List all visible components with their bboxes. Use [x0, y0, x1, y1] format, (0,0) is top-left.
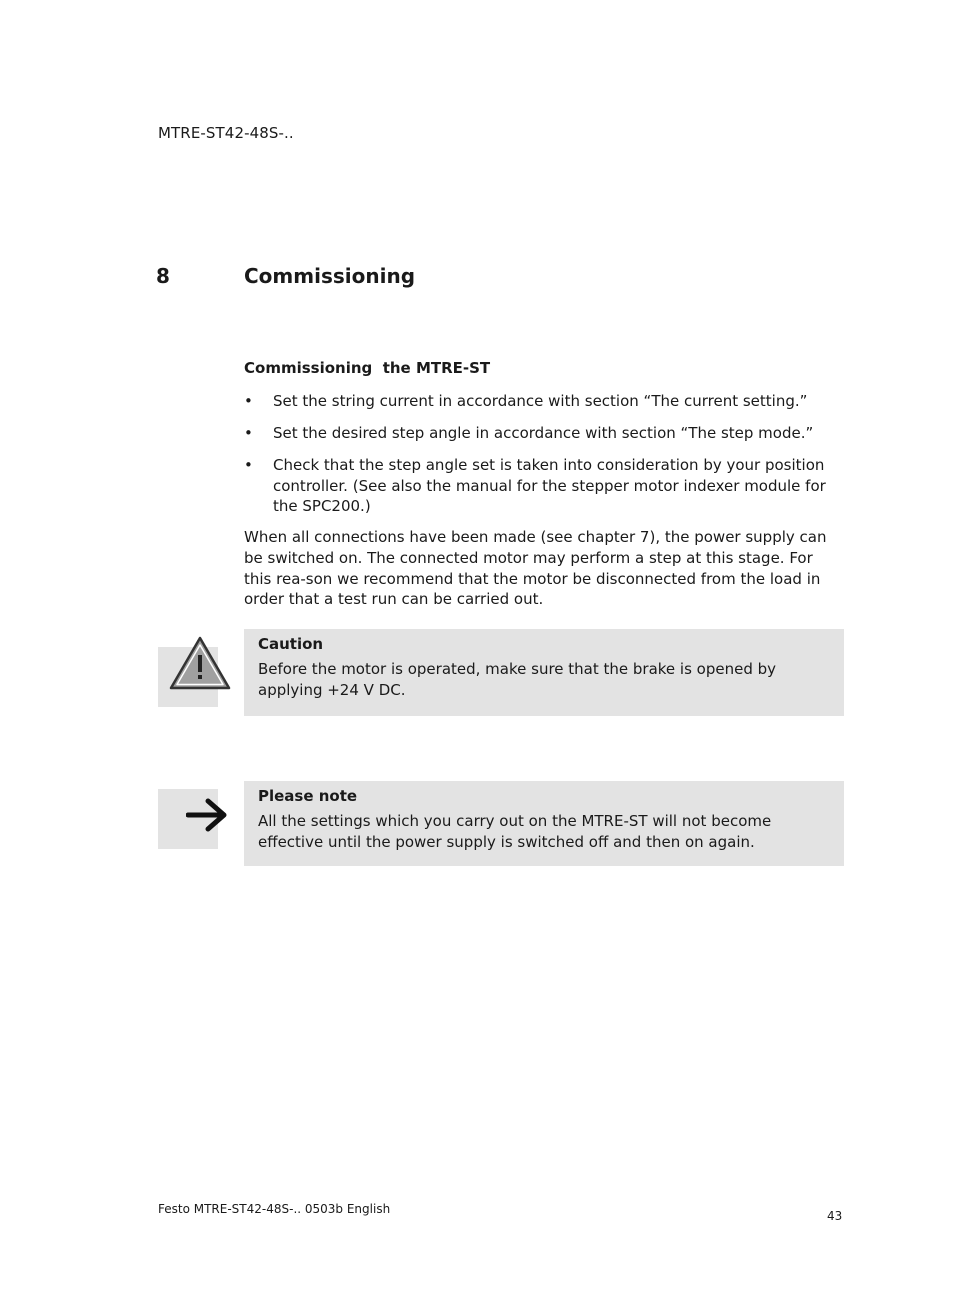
note-icon-box: [158, 789, 218, 849]
bullet-item: [244, 391, 844, 412]
bullet-list: [244, 391, 844, 528]
bullet-dot: •: [244, 424, 253, 442]
bullet-text: Check that the step angle set is taken into consideration by your position controller. (See also the manual for the stepper motor indexer module for the SPC200.): [273, 456, 826, 515]
bullet-dot: •: [244, 456, 253, 474]
page-header: MTRE-ST42-48S-..: [158, 124, 294, 142]
section-heading: Commissioning the MTRE-ST: [244, 359, 491, 377]
caution-text: Before the motor is operated, make sure that the brake is opened by applying +24 V DC.: [258, 660, 777, 699]
chapter-number: 8: [156, 264, 170, 288]
bullet-text: Set the string current in accordance with section “The current setting.”: [273, 392, 808, 410]
caution-icon-box: [158, 647, 218, 707]
caution-box: [244, 629, 844, 716]
chapter-title: Commissioning: [244, 264, 416, 288]
bullet-dot: •: [244, 392, 253, 410]
caution-title: Caution: [258, 635, 324, 653]
page-number: 43: [827, 1209, 843, 1223]
body-paragraph: When all connections have been made (see chapter 7), the power supply can be switched on. The connected motor may perform a step at this stage. For this rea-son we recommend that the motor be disconnected from the load in order that a test run can be carried out.: [244, 528, 827, 609]
footer-doc-info: Festo MTRE-ST42-48S-.. 0503b English: [158, 1202, 391, 1216]
arrow-right-icon: [186, 797, 230, 833]
note-text: All the settings which you carry out on the MTRE-ST will not become effective until the power supply is switched off and then on again.: [258, 812, 772, 851]
note-box: [244, 781, 844, 866]
warning-triangle-icon: [169, 636, 231, 692]
bullet-item: [244, 455, 844, 517]
bullet-item: [244, 423, 844, 444]
note-title: Please note: [258, 787, 358, 805]
bullet-text: Set the desired step angle in accordance with section “The step mode.”: [273, 424, 814, 442]
